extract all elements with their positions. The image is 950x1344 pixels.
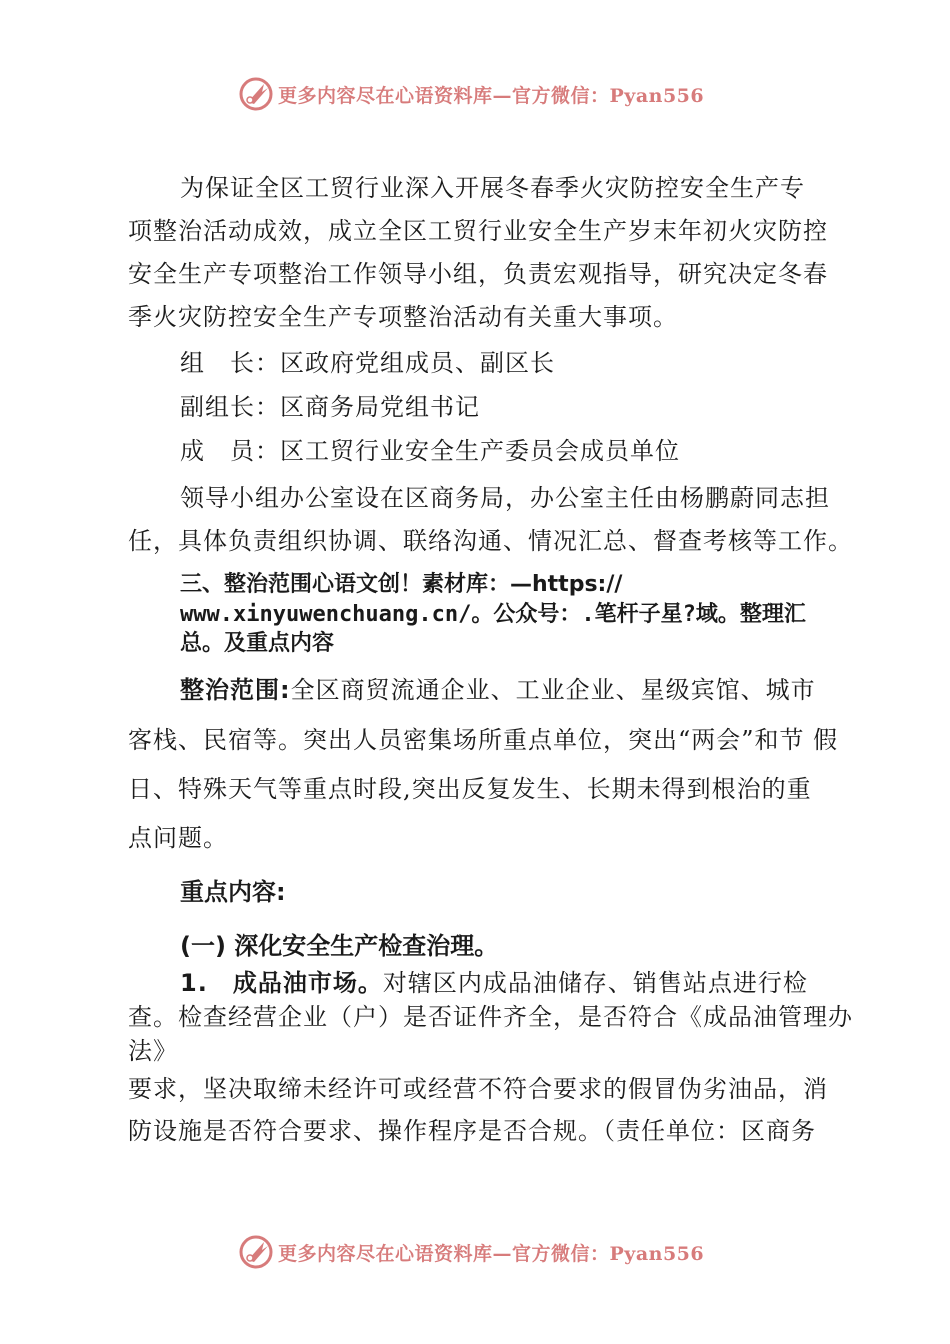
roster-deputy: 副组长：区商务局党组书记 xyxy=(180,393,480,421)
para1-line4: 季火灾防控安全生产专项整治活动有关重大事项。 xyxy=(128,303,678,331)
para1-line3: 安全生产专项整治工作领导小组，负责宏观指导，研究决定冬春 xyxy=(128,260,828,288)
watermark-banner-bottom xyxy=(238,1232,738,1272)
quill-logo-icon xyxy=(238,76,274,112)
para1-line1: 为保证全区工贸行业深入开展冬春季火灾防控安全生产专 xyxy=(180,174,805,202)
section3-heading-line1: 三、整治范围心语文创！素材库：—https:// xyxy=(180,572,623,597)
item1-line2: 查。检查经营企业（户）是否证件齐全，是否符合《成品油管理办 xyxy=(128,1003,853,1031)
roster-leader: 组 长：区政府党组成员、副区长 xyxy=(180,349,555,377)
scope-line1 xyxy=(180,674,816,706)
scope-line3: 日、特殊天气等重点时段,突出反复发生、长期未得到根治的重 xyxy=(128,775,812,803)
office-line2: 任，具体负责组织协调、联络沟通、情况汇总、督查考核等工作。 xyxy=(128,527,853,555)
scope-line4: 点问题。 xyxy=(128,824,228,852)
item1-label: 1. 成品油市场。 xyxy=(180,969,383,997)
item1-line5: 防设施是否符合要求、操作程序是否合规。（责任单位：区商务 xyxy=(128,1117,816,1145)
watermark-text-top: 更多内容尽在心语资料库—官方微信：Pyan556 xyxy=(278,84,705,107)
para1-line2: 项整治活动成效，成立全区工贸行业安全生产岁末年初火灾防控 xyxy=(128,217,828,245)
item1-line3: 法》 xyxy=(128,1037,178,1065)
watermark-banner-top xyxy=(238,74,738,114)
item1-line1 xyxy=(180,967,808,999)
scope-text-1: 全区商贸流通企业、工业企业、星级宾馆、城市 xyxy=(290,676,816,704)
office-line1: 领导小组办公室设在区商务局，办公室主任由杨鹏蔚同志担 xyxy=(180,484,830,512)
section3-heading-line2: www.xinyuwenchuang.cn/。公众号：.笔杆子星?域。整理汇 xyxy=(180,602,806,627)
quill-logo-icon xyxy=(238,1234,274,1270)
scope-label: 整治范围: xyxy=(180,676,291,704)
subsection1-heading: (一) 深化安全生产检查治理。 xyxy=(180,932,499,960)
scope-line2: 客栈、民宿等。突出人员密集场所重点单位，突出“两会”和节 假 xyxy=(128,726,839,754)
section3-heading-line3: 总。及重点内容 xyxy=(180,631,335,656)
focus-heading: 重点内容: xyxy=(180,878,286,906)
item1-text-1: 对辖区内成品油储存、销售站点进行检 xyxy=(382,969,808,997)
watermark-text-bottom: 更多内容尽在心语资料库—官方微信：Pyan556 xyxy=(278,1242,705,1265)
roster-members: 成 员：区工贸行业安全生产委员会成员单位 xyxy=(180,437,680,465)
item1-line4: 要求，坚决取缔未经许可或经营不符合要求的假冒伪劣油品，消 xyxy=(128,1075,828,1103)
